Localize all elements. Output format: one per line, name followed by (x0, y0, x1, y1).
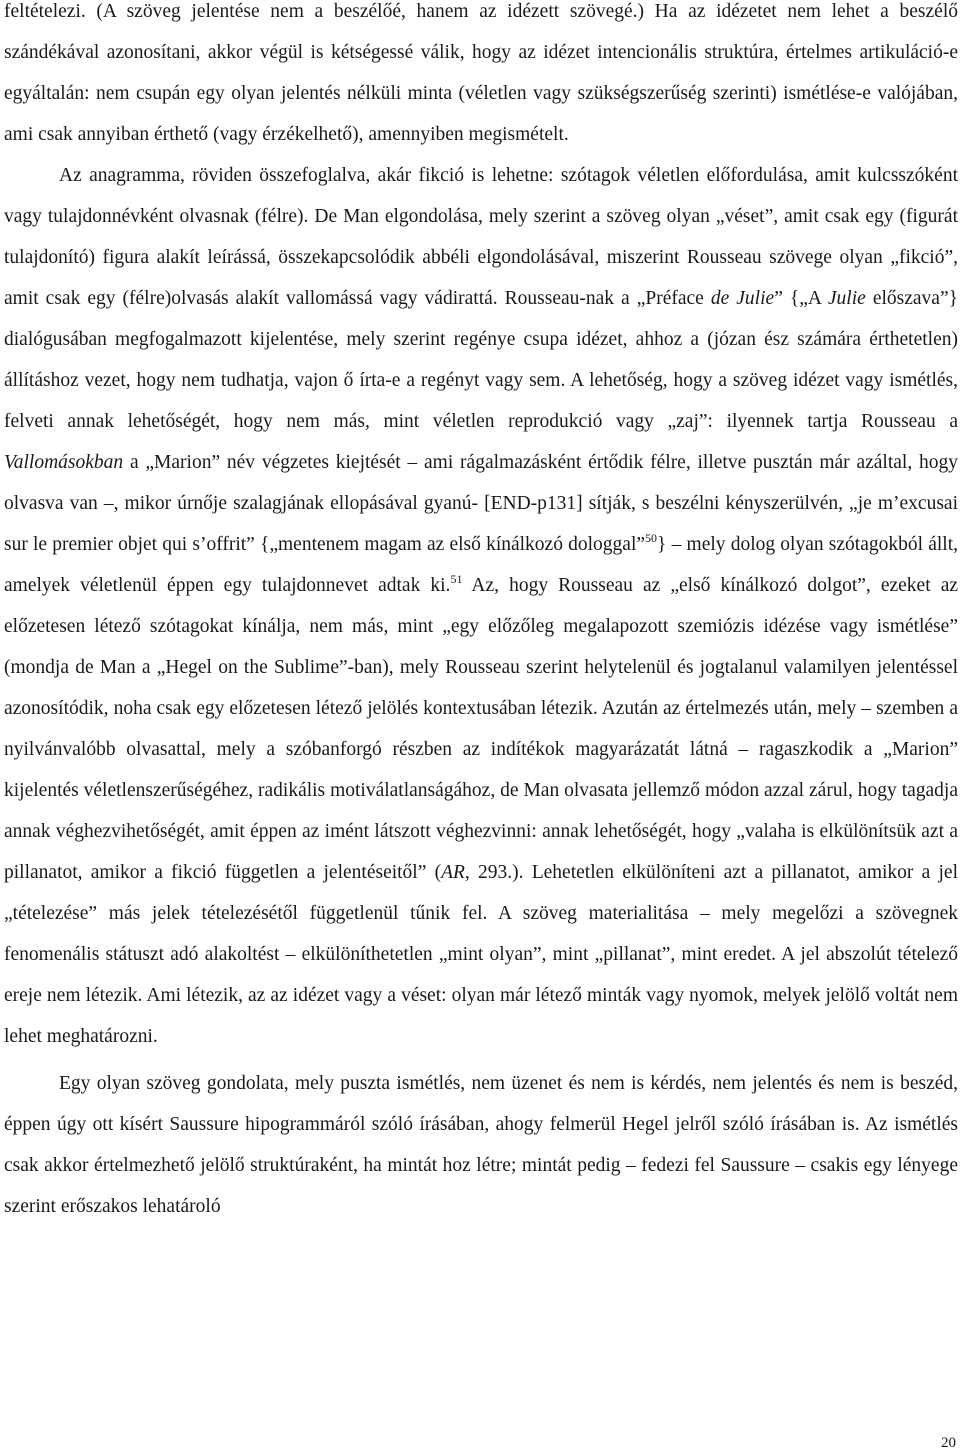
text-run: Az anagramma, röviden összefoglalva, akár fikció is lehetne: szótagok véletlen előfordulása, amit kulcsszóként vagy tulajdonnévként olvasnak (félre). De Man elgondolása, mely szerint a szöveg olyan „véset”, amit csak egy (figurát tulajdonító) figura alakít leírássá, összekapcsolódik abbéli elgondolásával, miszerint Rousseau szövege olyan „fikció”, amit csak egy (félre)olvasás alakít vallomássá vagy vádirattá. Rousseau-nak a „Préface (4, 165, 958, 309)
paragraph-1 (4, 0, 958, 155)
document-page (4, 0, 958, 1227)
text-run: feltételezi. (A szöveg jelentése nem a beszélőé, hanem az idézett szövegé.) Ha az idézetet nem lehet a beszélő szándékával azonosítani, akkor végül is kétségessé válik, hogy az idézet intencionális struktúra, értelmes artikuláció-e egyáltalán: nem csupán egy olyan jelentés nélküli minta (véletlen vagy szükségszerűség szerinti) ismétlése-e valójában, ami csak annyiban érthető (vagy érzékelhető), amennyiben megismételt. (4, 1, 958, 145)
italic-text: de Julie (710, 288, 775, 309)
text-run: , 293.). Lehetetlen elkülöníteni azt a pillanatot, amikor a jel „tételezése” más jelek tételezésétől függetlenül tűnik fel. A szöveg materialitása – mely megelőzi a szövegnek fenomenális státuszt adó alakoltést – elkülöníthetetlen „mint olyan”, mint „pillanat”, mint eredet. A jel abszolút tételező ereje nem létezik. Ami létezik, az az idézet vagy a véset: olyan már létező minták vagy nyomok, melyek jelölő voltát nem lehet meghatározni. (4, 862, 958, 1047)
footnote-reference: 50 (645, 531, 658, 545)
italic-text: Vallomásokban (4, 452, 124, 473)
text-run: } – mely dolog olyan szótagokból állt, amelyek véletlenül éppen egy tulajdonnevet adtak ki. (4, 534, 958, 596)
text-run: Az, hogy Rousseau az „első kínálkozó dolgot”, ezeket az előzetesen létező szótagokat kínálja, nem más, mint „egy előzőleg megalapozott szemiózis idézése vagy ismétlése” (mondja de Man a „Hegel on the Sublime”-ban), mely Rousseau szerint helytelenül és jogtalanul valamilyen jelentéssel azonosítódik, noha csak egy előzetesen létező jelölés kontextusában létezik. Azután az értelmezés után, mely – szemben a nyilvánvalóbb olvasattal, mely a szóbanforgó részben az indítékok magyarázatát látná – ragaszkodik a „Marion” kijelentés véletlenszerűségéhez, radikális motiválatlanságához, de Man olvasata jellemző módon azzal zárul, hogy tagadja annak véghezvihetőségét, amit éppen az imént látszott véghezvinni: annak lehetőségét, hogy „valaha is elkülönítsük azt a pillanatot, amikor a fikció független a jelentéseitől” ( (4, 575, 959, 883)
paragraph-2 (4, 155, 958, 1057)
text-run: előszava”} dialógusában megfogalmazott kijelentése, mely szerint regénye csupa idézet, ahhoz a (józan ész számára érthetetlen) állításhoz vezet, hogy nem tudhatja, vajon ő írta-e a regényt vagy sem. A lehetőség, hogy a szöveg idézet vagy ismétlés, felveti annak lehetőségét, hogy nem más, mint véletlen reprodukció vagy „zaj”: ilyennek tartja Rousseau a (4, 288, 958, 432)
text-run: Egy olyan szöveg gondolata, mely puszta ismétlés, nem üzenet és nem is kérdés, nem jelentés és nem is beszéd, éppen úgy ott kísért Saussure hipogrammáról szóló írásában, ahogy felmerül Hegel jelről szóló írásában is. Az ismétlés csak akkor értelmezhető jelölő struktúraként, ha mintát hoz létre; mintát pedig – fedezi fel Saussure – csakis egy lényege szerint erőszakos lehatároló (4, 1073, 958, 1217)
italic-text: Julie (827, 288, 866, 309)
paragraph-3 (4, 1063, 958, 1227)
page-number: 20 (941, 1435, 956, 1451)
footnote-reference: 51 (450, 572, 463, 586)
text-run: a „Marion” név végzetes kiejtését – ami rágalmazásként értődik félre, illetve pusztán már azáltal, hogy olvasva van –, mikor úrnője szalagjának ellopásával gyanú- [END-p131] sítják, s beszélni kényszerülvén, „je m’excusai sur le premier objet qui s’offrit” {„mentenem magam az első kínálkozó dologgal” (4, 452, 958, 555)
text-run: ” {„A (774, 288, 828, 309)
italic-text: AR (441, 862, 465, 883)
